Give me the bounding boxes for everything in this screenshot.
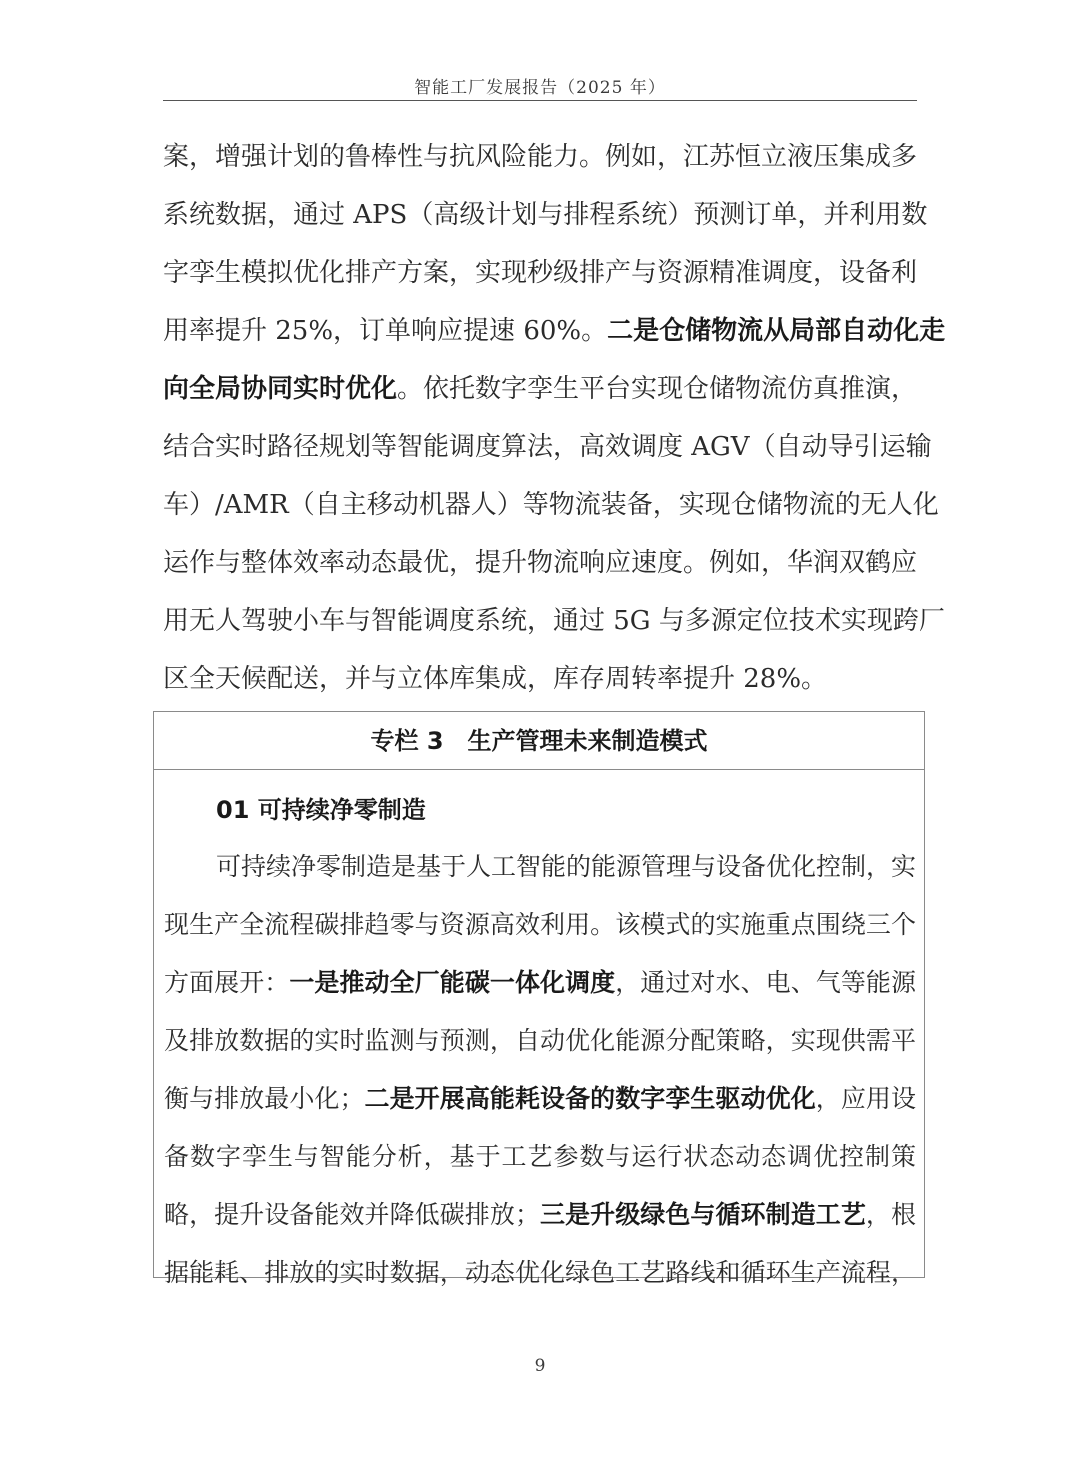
text-line: 系统数据，通过 APS（高级计划与排程系统）预测订单，并利用数 (163, 200, 928, 230)
text-line: 车）/AMR（自主移动机器人）等物流装备，实现仓储物流的无人化 (163, 490, 939, 520)
bold-phrase: 一是推动全厂能碳一体化调度 (289, 968, 616, 997)
header-divider (163, 100, 917, 101)
text-line: 备数字孪生与智能分析，基于工艺参数与运行状态动态调优控制策 (164, 1142, 916, 1171)
page-number: 9 (534, 1356, 546, 1376)
bold-phrase: 二是开展高能耗设备的数字孪生驱动优化 (364, 1084, 816, 1113)
box-label: 专栏 3 (370, 727, 444, 755)
text-line: 可持续净零制造是基于人工智能的能源管理与设备优化控制，实 (216, 852, 917, 881)
text-line: 略，提升设备能效并降低碳排放；三是升级绿色与循环制造工艺，根 (164, 1200, 916, 1229)
bold-phrase: 三是升级绿色与循环制造工艺 (539, 1200, 866, 1229)
text-line: 用率提升 25%，订单响应提速 60%。二是仓储物流从局部自动化走 (163, 316, 946, 346)
text-line: 用无人驾驶小车与智能调度系统，通过 5G 与多源定位技术实现跨厂 (163, 606, 945, 636)
main-paragraph (163, 128, 946, 708)
text-line: 现生产全流程碳排趋零与资源高效利用。该模式的实施重点围绕三个 (164, 910, 916, 939)
text-line: 及排放数据的实时监测与预测，自动优化能源分配策略，实现供需平 (164, 1026, 916, 1055)
text-line: 据能耗、排放的实时数据，动态优化绿色工艺路线和循环生产流程， (164, 1258, 916, 1287)
text-line: 字孪生模拟优化排产方案，实现秒级排产与资源精准调度，设备利 (163, 258, 918, 288)
box-subtitle: 01 可持续净零制造 (216, 796, 426, 824)
text-line: 运作与整体效率动态最优，提升物流响应速度。例如，华润双鹤应 (163, 548, 918, 578)
text-line: 方面展开：一是推动全厂能碳一体化调度，通过对水、电、气等能源 (164, 968, 916, 997)
text-line: 区全天候配送，并与立体库集成，库存周转率提升 28%。 (163, 664, 828, 694)
text-line: 案，增强计划的鲁棒性与抗风险能力。例如，江苏恒立液压集成多 (163, 142, 918, 172)
text-line: 结合实时路径规划等智能调度算法，高效调度 AGV（自动导引运输 (163, 432, 932, 462)
bold-phrase: 向全局协同实时优化 (163, 374, 398, 404)
box-title-text: 生产管理未来制造模式 (467, 727, 708, 755)
bold-phrase: 二是仓储物流从局部自动化走 (607, 316, 946, 346)
text-line: 向全局协同实时优化。依托数字孪生平台实现仓储物流仿真推演， (163, 374, 918, 404)
sidebar-box (153, 711, 925, 1287)
box-title (154, 712, 924, 770)
text-line: 衡与排放最小化；二是开展高能耗设备的数字孪生驱动优化，应用设 (164, 1084, 916, 1113)
running-header: 智能工厂发展报告（2025 年） (414, 78, 666, 98)
box-paragraph (164, 838, 916, 1302)
